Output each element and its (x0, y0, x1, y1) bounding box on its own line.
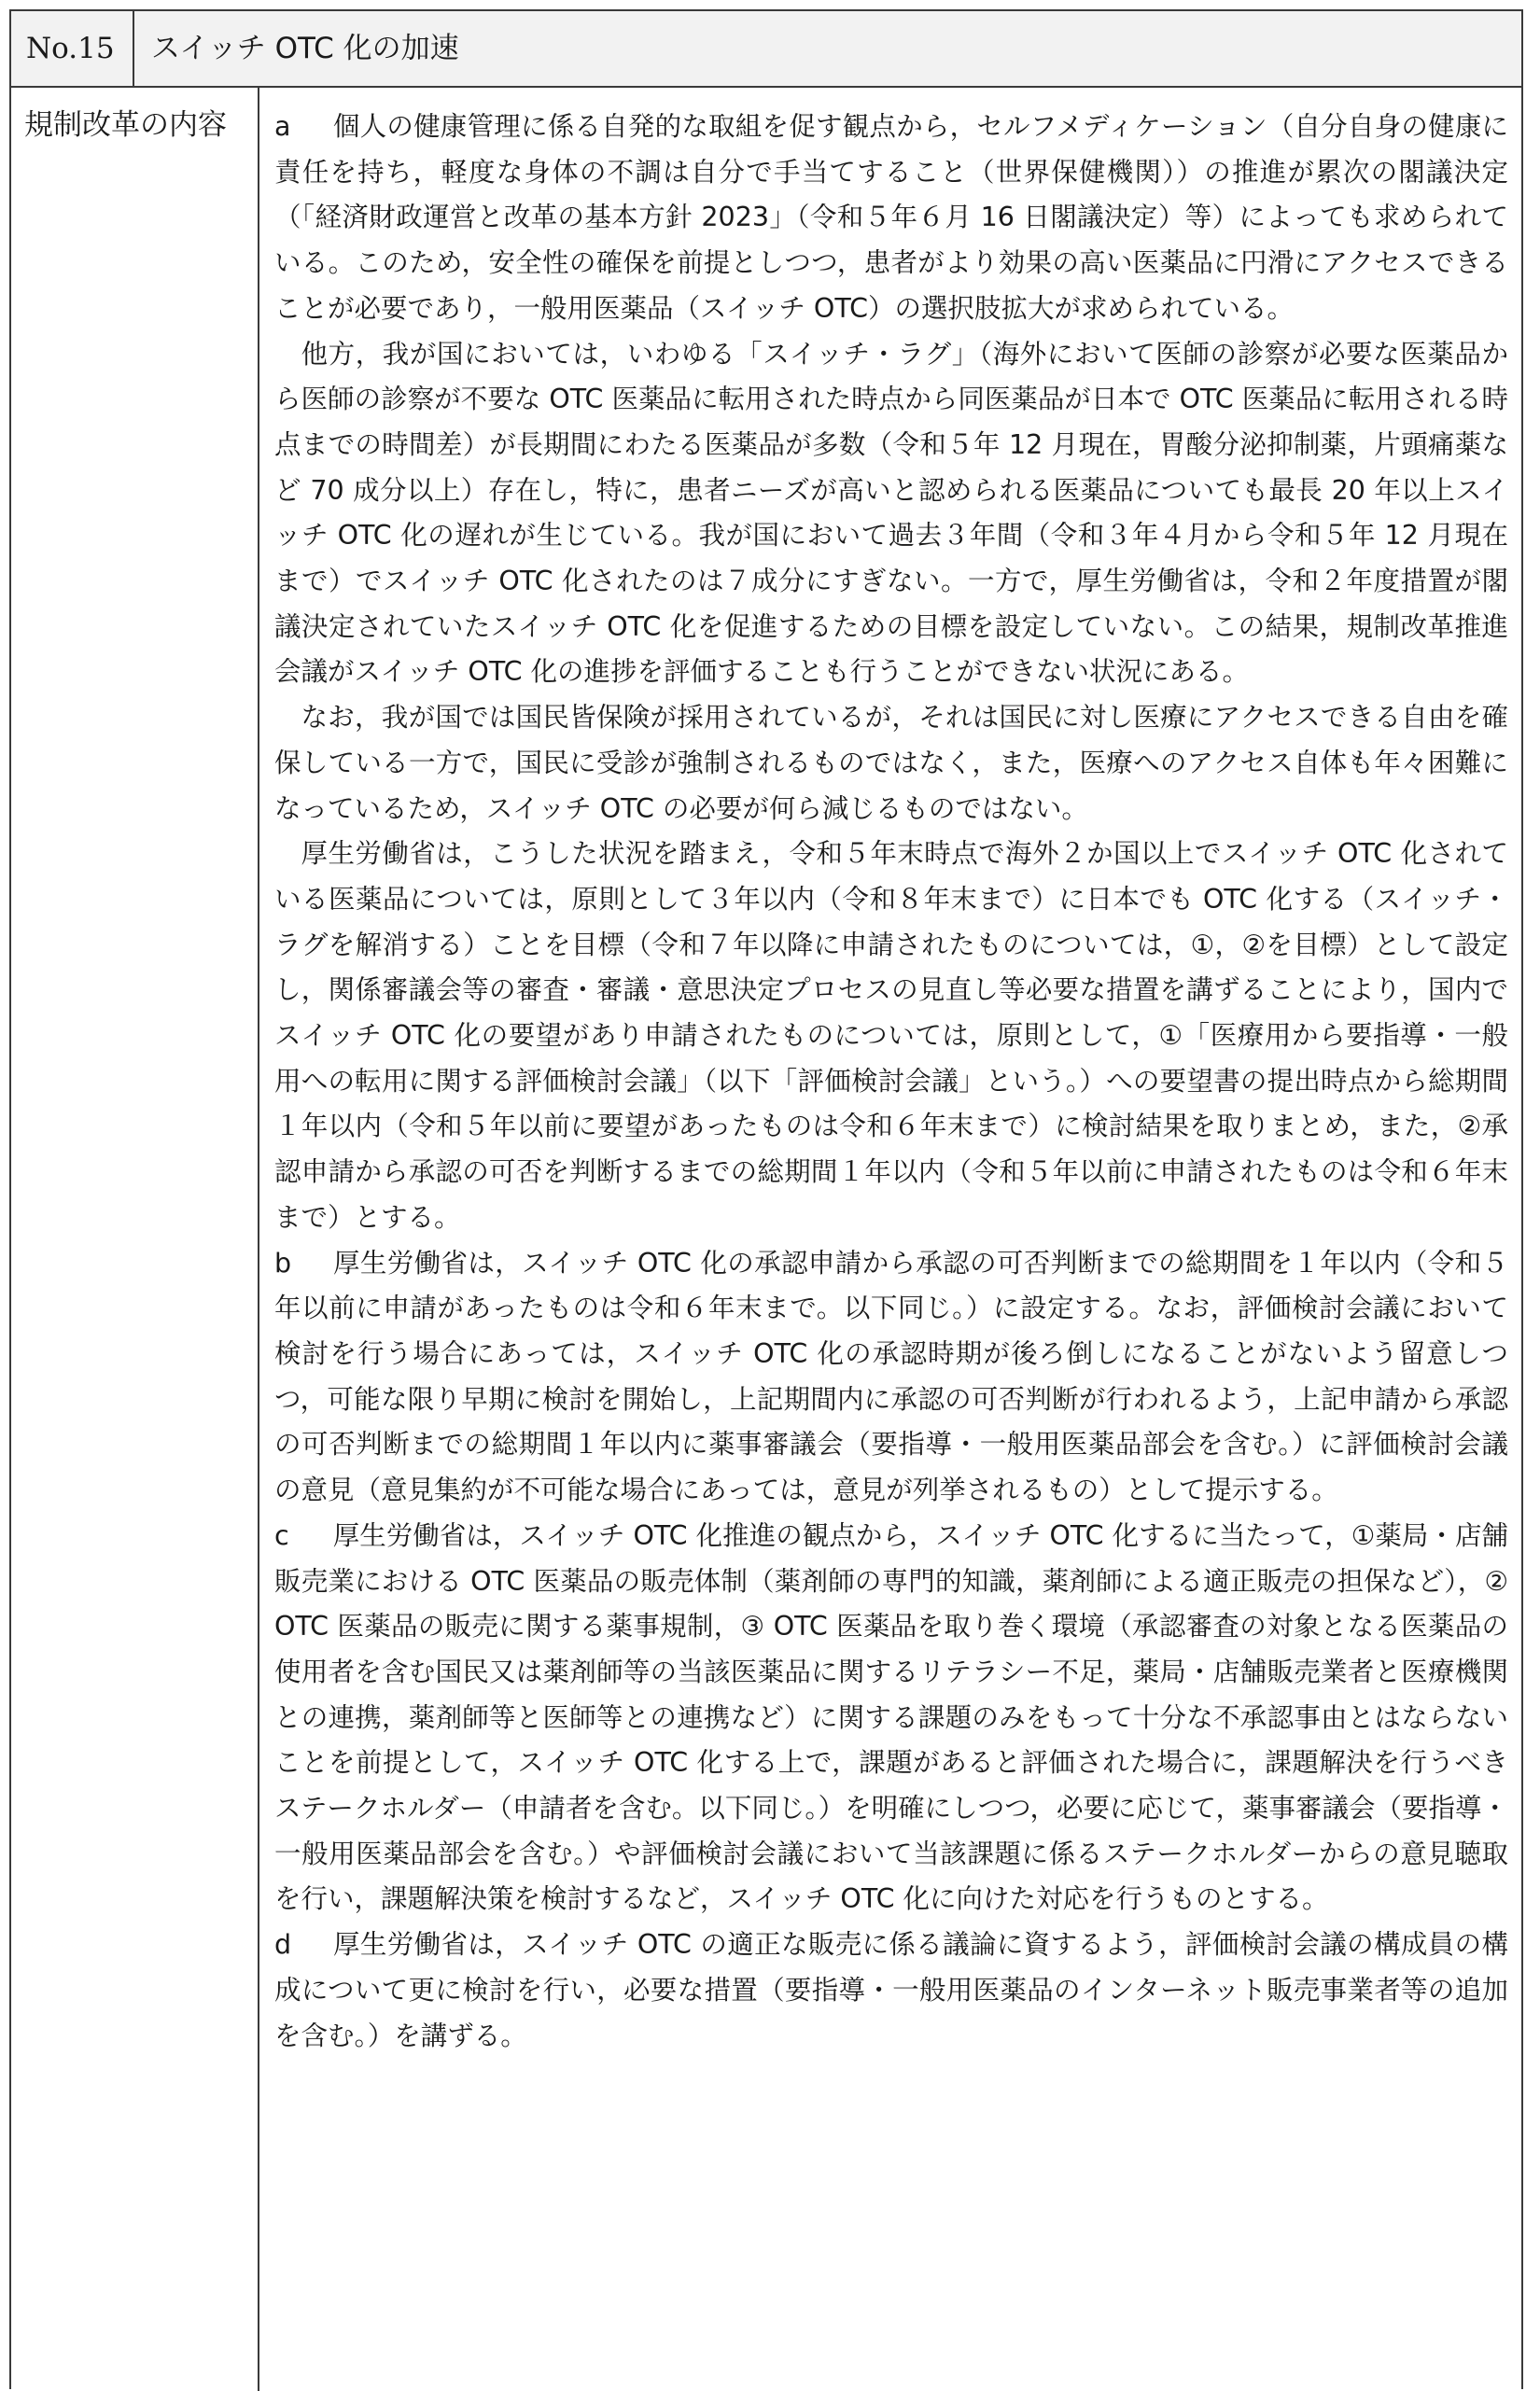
item-c-paragraph (274, 1514, 1508, 1923)
item-title: スイッチ OTC 化の加速 (151, 32, 459, 65)
item-b-mark: b (274, 1247, 292, 1279)
section-label: 規制改革の内容 (11, 88, 259, 2391)
item-a-paragraph-2: 他方，我が国においては，いわゆる「スイッチ・ラグ」（海外において医師の診察が必要な医薬品から医師の診察が不要な OTC 医薬品に転用された時点から同医薬品が日本で OTC 医薬品に転用される時点までの時間差）が長期間にわたる医薬品が多数（令和５年 12 月現在，胃酸分泌抑制薬，片頭痛薬など 70 成分以上）存在し，特に，患者ニーズが高いと認められる医薬品についても最長 20 年以上スイッチ OTC 化の遅れが生じている。我が国において過去３年間（令和３年４月から令和５年 12 月現在まで）でスイッチ OTC 化されたのは７成分にすぎない。一方で，厚生労働省は，令和２年度措置が閣議決定されていたスイッチ OTC 化を促進するための目標を設定していない。この結果，規制改革推進会議がスイッチ OTC 化の進捗を評価することも行うことができない状況にある。 (274, 338, 1508, 688)
item-b-paragraph (274, 1241, 1508, 1514)
item-a-text-1: 個人の健康管理に係る自発的な取組を促す観点から，セルフメディケーション（自分自身の健康に責任を持ち，軽度な身体の不調は自分で手当てすること（世界保健機関））の推進が累次の閣議決定（「経済財政運営と改革の基本方針 2023」（令和５年６月 16 日閣議決定）等）によっても求められている。このため，安全性の確保を前提としつつ，患者がより効果の高い医薬品に円滑にアクセスできることが必要であり，一般用医薬品（スイッチ OTC）の選択肢拡大が求められている。 (274, 111, 1508, 324)
item-c-mark: c (274, 1519, 289, 1551)
item-b-text: 厚生労働省は，スイッチ OTC 化の承認申請から承認の可否判断までの総期間を１年以内（令和５年以前に申請があったものは令和６年末まで。以下同じ。）に設定する。なお，評価検討会議において検討を行う場合にあっては，スイッチ OTC 化の承認時期が後ろ倒しになることがないよう留意しつつ，可能な限り早期に検討を開始し，上記期間内に承認の可否判断が行われるよう，上記申請から承認の可否判断までの総期間１年以内に薬事審議会（要指導・一般用医薬品部会を含む。）に評価検討会議の意見（意見集約が不可能な場合にあっては，意見が列挙されるもの）として提示する。 (274, 1247, 1508, 1506)
item-a-paragraph-4: 厚生労働省は，こうした状況を踏まえ，令和５年末時点で海外２か国以上でスイッチ OTC 化されている医薬品については，原則として３年以内（令和８年末まで）に日本でも OTC 化する（スイッチ・ラグを解消する）ことを目標（令和７年以降に申請されたものについては，①，②を目標）として設定し，関係審議会等の審査・審議・意思決定プロセスの見直し等必要な措置を講ずることにより，国内でスイッチ OTC 化の要望があり申請されたものについては，原則として，①「医療用から要指導・一般用への転用に関する評価検討会議」（以下「評価検討会議」という。）への要望書の提出時点から総期間１年以内（令和５年以前に要望があったものは令和６年末まで）に検討結果を取りまとめ，また，②承認申請から承認の可否を判断するまでの総期間１年以内（令和５年以前に申請されたものは令和６年末まで）とする。 (274, 838, 1508, 1233)
item-a-paragraph-1 (274, 105, 1508, 332)
item-d-mark: d (274, 1929, 292, 1961)
item-c-text: 厚生労働省は，スイッチ OTC 化推進の観点から，スイッチ OTC 化するに当たって，①薬局・店舗販売業における OTC 医薬品の販売体制（薬剤師の専門的知識，薬剤師による適正販売の担保など），② OTC 医薬品の販売に関する薬事規制，③ OTC 医薬品を取り巻く環境（承認審査の対象となる医薬品の使用者を含む国民又は薬剤師等の当該医薬品に関するリテラシー不足，薬局・店舗販売業者と医療機関との連携，薬剤師等と医師等との連携など）に関する課題のみをもって十分な不承認事由とはならないことを前提として，スイッチ OTC 化する上で，課題があると評価された場合に，課題解決を行うべきステークホルダー（申請者を含む。以下同じ。）を明確にしつつ，必要に応じて，薬事審議会（要指導・一般用医薬品部会を含む。）や評価検討会議において当該課題に係るステークホルダーからの意見聴取を行い，課題解決策を検討するなど，スイッチ OTC 化に向けた対応を行うものとする。 (274, 1519, 1508, 1915)
reform-content (259, 88, 1521, 2391)
item-number: No.15 (11, 11, 134, 86)
item-d-text: 厚生労働省は，スイッチ OTC の適正な販売に係る議論に資するよう，評価検討会議の構成員の構成について更に検討を行い，必要な措置（要指導・一般用医薬品のインターネット販売事業者等の追加を含む。）を講ずる。 (274, 1929, 1508, 2051)
reform-item-table (9, 9, 1523, 2389)
table-header-row (11, 11, 1521, 88)
table-body-row (11, 88, 1521, 2391)
item-d-paragraph (274, 1923, 1508, 2059)
item-a-mark: a (274, 111, 291, 142)
item-a-paragraph-3: なお，我が国では国民皆保険が採用されているが，それは国民に対し医療にアクセスできる自由を確保している一方で，国民に受診が強制されるものではなく，また，医療へのアクセス自体も年々困難になっているため，スイッチ OTC の必要が何ら減じるものではない。 (274, 702, 1508, 824)
